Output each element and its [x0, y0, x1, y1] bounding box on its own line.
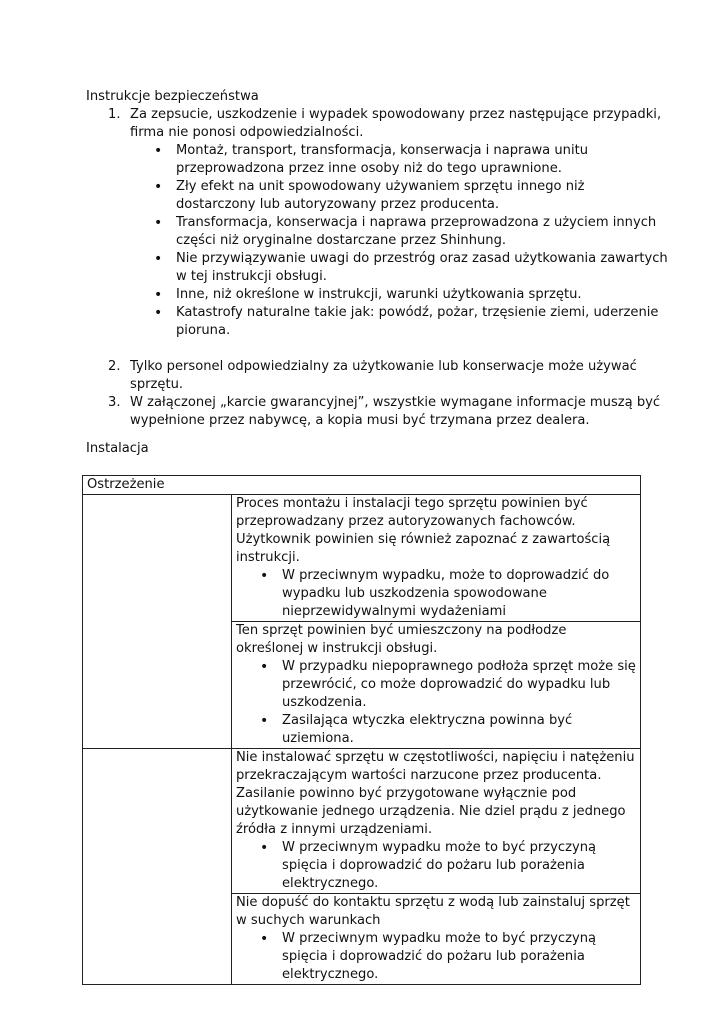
cell-text: Proces montażu i instalacji tego sprzętu powinien być przeprowadzany przez autoryzowanych fachowców. Użytkownik powinien się również zapoznać z zawartością instrukcji.: [236, 496, 611, 565]
table-cell: [232, 894, 641, 985]
list-item: • W przeciwnym wypadku może to być przyczyną spięcia i doprowadzić do pożaru lub porażenia elektrycznego.: [256, 839, 636, 893]
table-empty-cell: [83, 495, 232, 749]
list-item: • Katastrofy naturalne takie jak: powódź, pożar, trzęsienie ziemi, uderzenie pioruna.: [150, 304, 668, 340]
cell-text: Nie instalować sprzętu w częstotliwości, napięciu i natężeniu przekraczającym wartości narzucone przez producenta. Zasilanie powinno być przygotowane wyłącznie pod użytkowanie jednego urządzenia. Nie dziel prądu z jednego źródła z innymi urządzeniami.: [236, 750, 635, 837]
cell-bullets: [236, 839, 636, 893]
item-number: 3.: [108, 395, 121, 410]
table-empty-cell: [83, 749, 232, 985]
item-text: Tylko personel odpowiedzialny za użytkowanie lub konserwacje może używać sprzętu.: [130, 359, 637, 392]
list-item: • W przeciwnym wypadku, może to doprowadzić do wypadku lub uszkodzenia spowodowane nieprzewidywalnymi wydażeniami: [256, 567, 636, 621]
safety-item-3: [108, 394, 668, 430]
list-item: • Transformacja, konserwacja i naprawa przeprowadzona z użyciem innych części niż oryginalne dostarczane przez Shinhung.: [150, 214, 668, 250]
list-item: • Zasilająca wtyczka elektryczna powinna być uziemiona.: [256, 712, 636, 748]
cell-bullets: [236, 930, 636, 984]
list-item: • W przeciwnym wypadku może to być przyczyną spięcia i doprowadzić do pożaru lub porażenia elektrycznego.: [256, 930, 636, 984]
safety-item-1: [108, 106, 668, 340]
item-text: Za zepsucie, uszkodzenie i wypadek spowodowany przez następujące przypadki, firma nie ponosi odpowiedzialności.: [130, 107, 662, 140]
safety-item-2: [108, 358, 668, 394]
list-item: • Nie przywiązywanie uwagi do przestróg oraz zasad użytkowania zawartych w tej instrukcji obsługi.: [150, 250, 668, 286]
item-number: 1.: [108, 107, 121, 122]
table-cell: [232, 622, 641, 749]
cell-bullets: [236, 658, 636, 748]
table-cell: [232, 749, 641, 894]
item-text: W załączonej „karcie gwarancyjnej”, wszystkie wymagane informacje muszą być wypełnione przez nabywcę, a kopia musi być trzymana przez dealera.: [130, 395, 661, 428]
installation-heading: Instalacja: [86, 441, 149, 456]
cell-bullets: [236, 567, 636, 621]
warning-table: [82, 475, 641, 985]
table-cell: [232, 495, 641, 622]
warning-header: Ostrzeżenie: [83, 476, 641, 495]
list-item: • Zły efekt na unit spowodowany używaniem sprzętu innego niż dostarczony lub autoryzowany przez producenta.: [150, 178, 668, 214]
list-item: • Montaż, transport, transformacja, konserwacja i naprawa unitu przeprowadzona przez inne osoby niż do tego uprawnione.: [150, 142, 668, 178]
list-item: • W przypadku niepoprawnego podłoża sprzęt może się przewrócić, co może doprowadzić do wypadku lub uszkodzenia.: [256, 658, 636, 712]
item-number: 2.: [108, 359, 121, 374]
safety-heading: Instrukcje bezpieczeństwa: [86, 89, 259, 104]
list-item: • Inne, niż określone w instrukcji, warunki użytkowania sprzętu.: [150, 286, 668, 304]
safety-list: [108, 106, 668, 430]
item-1-bullets: [130, 142, 668, 340]
cell-text: Ten sprzęt powinien być umieszczony na podłodze określonej w instrukcji obsługi.: [236, 623, 567, 656]
cell-text: Nie dopuść do kontaktu sprzętu z wodą lub zainstaluj sprzęt w suchych warunkach: [236, 895, 630, 928]
